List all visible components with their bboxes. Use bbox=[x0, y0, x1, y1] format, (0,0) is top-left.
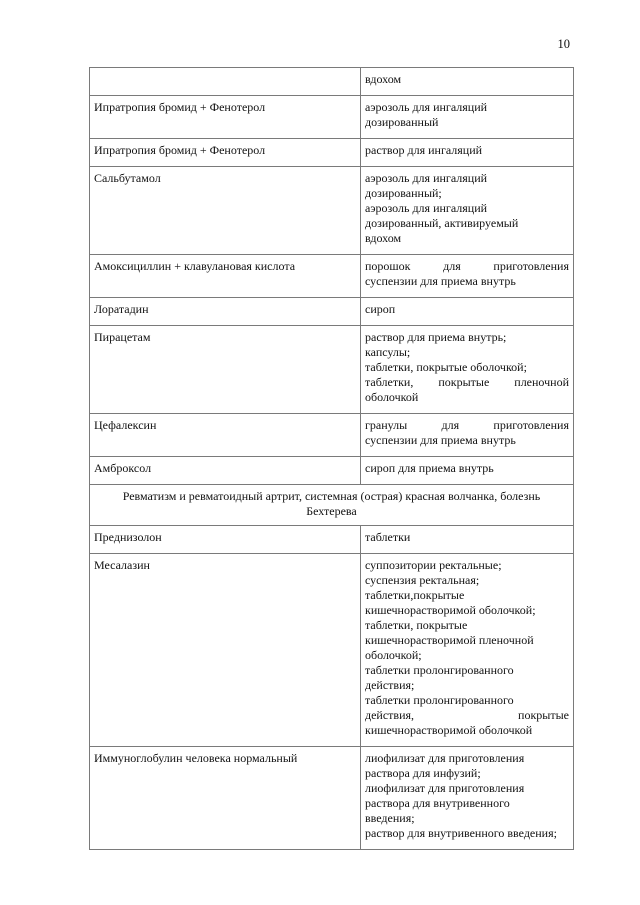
section-heading-row bbox=[90, 485, 574, 526]
dosage-form-line: раствор для внутривенного введения; bbox=[365, 826, 557, 840]
dosage-form-line: аэрозоль для ингаляций bbox=[365, 100, 488, 114]
page-number: 10 bbox=[557, 37, 570, 51]
dosage-form-line: оболочкой bbox=[365, 390, 419, 404]
dosage-form-line: суппозитории ректальные; bbox=[365, 558, 502, 572]
dosage-form-cell bbox=[361, 457, 574, 485]
drug-name-cell: Цефалексин bbox=[90, 414, 361, 457]
dosage-form-line: гранулы для приготовления bbox=[365, 418, 569, 432]
table-row bbox=[90, 96, 574, 139]
drug-name-cell: Ипратропия бромид + Фенотерол bbox=[90, 96, 361, 139]
table-row bbox=[90, 526, 574, 554]
drug-name-cell: Сальбутамол bbox=[90, 167, 361, 255]
table-row bbox=[90, 255, 574, 298]
table-row bbox=[90, 298, 574, 326]
dosage-form-cell bbox=[361, 255, 574, 298]
dosage-form-cell bbox=[361, 414, 574, 457]
table-row bbox=[90, 414, 574, 457]
dosage-form-line: таблетки, покрытые bbox=[365, 618, 468, 632]
dosage-form-line: дозированный; bbox=[365, 186, 442, 200]
dosage-form-cell bbox=[361, 326, 574, 414]
dosage-form-line: раствор для приема внутрь; bbox=[365, 330, 507, 344]
dosage-form-line: раствора для внутривенного bbox=[365, 796, 510, 810]
dosage-form-cell bbox=[361, 139, 574, 167]
table-row bbox=[90, 457, 574, 485]
dosage-form-line: таблетки пролонгированного bbox=[365, 663, 514, 677]
dosage-form-line: таблетки,покрытые bbox=[365, 588, 465, 602]
dosage-form-line: оболочкой; bbox=[365, 648, 422, 662]
dosage-form-line: лиофилизат для приготовления bbox=[365, 781, 525, 795]
dosage-form-line: суспензия ректальная; bbox=[365, 573, 480, 587]
dosage-form-line: кишечнорастворимой пленочной bbox=[365, 633, 534, 647]
dosage-form-cell bbox=[361, 167, 574, 255]
dosage-form-line: сироп для приема внутрь bbox=[365, 461, 494, 475]
dosage-form-line: раствора для инфузий; bbox=[365, 766, 481, 780]
drug-name-cell: Преднизолон bbox=[90, 526, 361, 554]
dosage-form-cell bbox=[361, 68, 574, 96]
drug-name-cell: Иммуноглобулин человека нормальный bbox=[90, 747, 361, 850]
drug-name-cell: Амоксициллин + клавулановая кислота bbox=[90, 255, 361, 298]
dosage-form-line: порошок для приготовления bbox=[365, 259, 569, 273]
dosage-form-cell bbox=[361, 96, 574, 139]
dosage-form-line: суспензии для приема внутрь bbox=[365, 433, 516, 447]
drug-name-cell: Амброксол bbox=[90, 457, 361, 485]
dosage-form-line: лиофилизат для приготовления bbox=[365, 751, 525, 765]
dosage-form-cell bbox=[361, 747, 574, 850]
dosage-form-line: дозированный, активируемый bbox=[365, 216, 519, 230]
drug-forms-table bbox=[89, 67, 574, 850]
dosage-form-line: аэрозоль для ингаляций bbox=[365, 171, 488, 185]
dosage-form-line: вдохом bbox=[365, 72, 402, 86]
dosage-form-line: вдохом bbox=[365, 231, 402, 245]
drug-name-cell: Лоратадин bbox=[90, 298, 361, 326]
drug-name-cell bbox=[90, 68, 361, 96]
dosage-form-line: аэрозоль для ингаляций bbox=[365, 201, 488, 215]
dosage-form-line: таблетки пролонгированного bbox=[365, 693, 514, 707]
table-row bbox=[90, 747, 574, 850]
dosage-form-line: сироп bbox=[365, 302, 396, 316]
table-row bbox=[90, 167, 574, 255]
dosage-form-line: дозированный bbox=[365, 115, 439, 129]
dosage-form-cell bbox=[361, 554, 574, 747]
dosage-form-line: таблетки, покрытые оболочкой; bbox=[365, 360, 527, 374]
section-heading: Ревматизм и ревматоидный артрит, системная (острая) красная волчанка, болезнь Бехтерева bbox=[90, 485, 574, 526]
table-row bbox=[90, 139, 574, 167]
dosage-form-cell bbox=[361, 526, 574, 554]
drug-name-cell: Пирацетам bbox=[90, 326, 361, 414]
dosage-form-line: кишечнорастворимой оболочкой bbox=[365, 723, 533, 737]
table-row bbox=[90, 326, 574, 414]
dosage-form-line: кишечнорастворимой оболочкой; bbox=[365, 603, 536, 617]
dosage-form-line: раствор для ингаляций bbox=[365, 143, 483, 157]
dosage-form-line: капсулы; bbox=[365, 345, 411, 359]
dosage-form-line: таблетки bbox=[365, 530, 411, 544]
dosage-form-line: действия; bbox=[365, 678, 415, 692]
table-row bbox=[90, 68, 574, 96]
dosage-form-cell bbox=[361, 298, 574, 326]
drug-name-cell: Ипратропия бромид + Фенотерол bbox=[90, 139, 361, 167]
dosage-form-line: суспензии для приема внутрь bbox=[365, 274, 516, 288]
table-row bbox=[90, 554, 574, 747]
dosage-form-line: действия, покрытые bbox=[365, 708, 569, 722]
drug-name-cell: Месалазин bbox=[90, 554, 361, 747]
dosage-form-line: таблетки, покрытые пленочной bbox=[365, 375, 569, 389]
dosage-form-line: введения; bbox=[365, 811, 415, 825]
